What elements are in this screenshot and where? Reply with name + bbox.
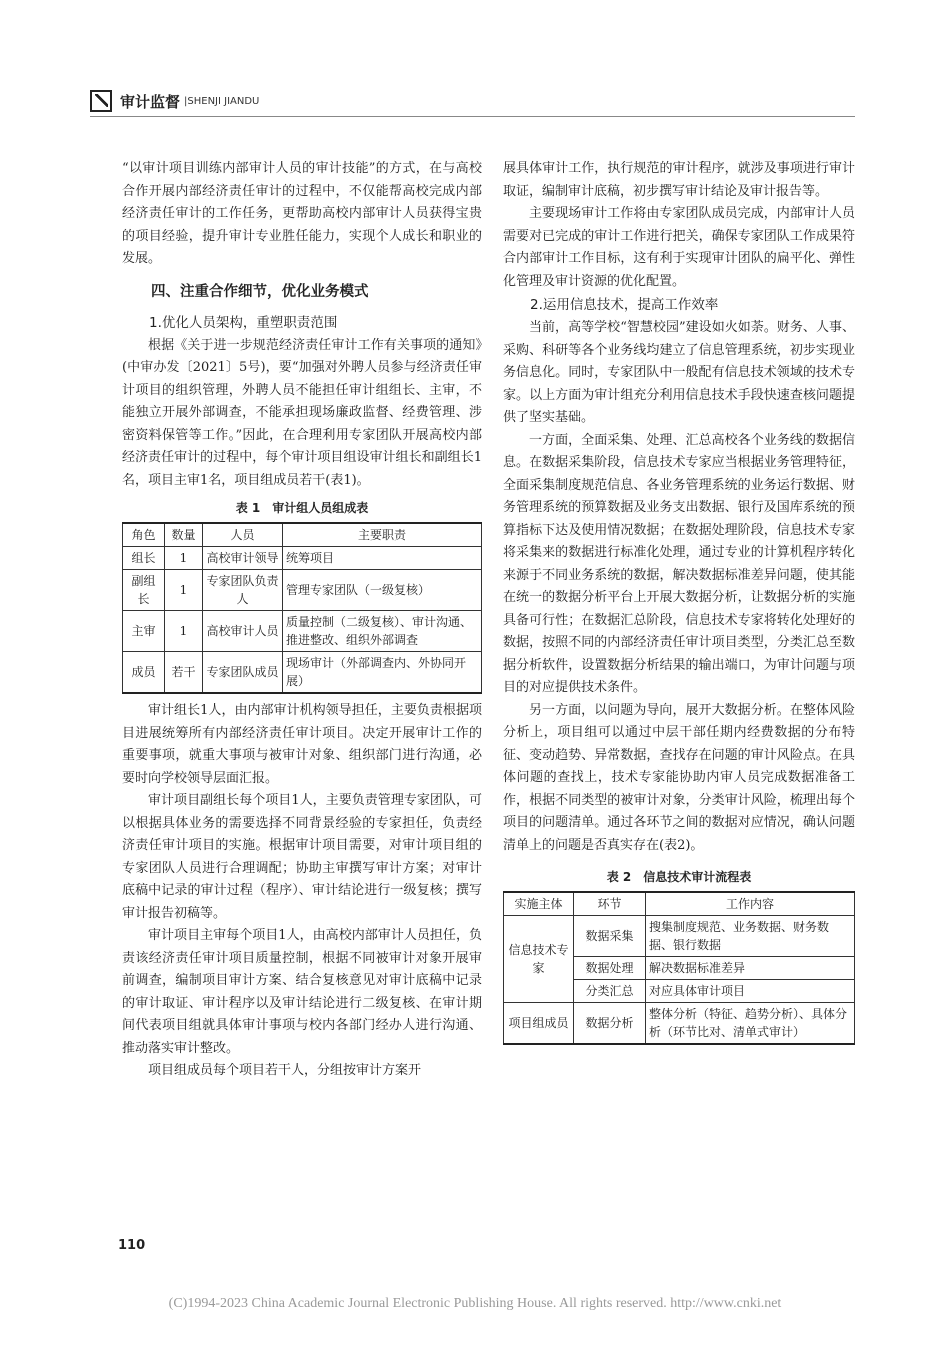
table-header: 人员 — [203, 523, 283, 547]
table-cell: 质量控制（二级复核）、审计沟通、推进整改、组织外部调查 — [283, 611, 482, 652]
paragraph: 审计项目主审每个项目1人，由高校内部审计人员担任，负责该经济责任审计项目质量控制，根据不同被审计对象开展审前调查，编制项目审计方案、结合复核意见对审计底稿中记录的审计取证、审计程序以及审计结论进行二级复核、在审计期间代表项目组就具体审计事项与校内各部门经办人进行沟通、推动落实审计整改。 — [122, 928, 482, 1056]
table-header: 主要职责 — [283, 523, 482, 547]
table-header: 工作内容 — [646, 892, 855, 916]
table-cell: 专家团队负责人 — [203, 570, 283, 611]
paragraph: “以审计项目训练内部审计人员的审计技能”的方式，在与高校合作开展内部经济责任审计的过程中，不仅能帮高校完成内部经济责任审计的工作任务，更帮助高校内部审计人员获得宝贵的项目经验，提升审计专业胜任能力，实现个人成长和职业的发展。 — [122, 161, 482, 266]
table-cell: 统筹项目 — [283, 547, 482, 570]
table-row — [504, 1003, 855, 1045]
paragraph: 另一方面，以问题为导向，展开大数据分析。在整体风险分析上，项目组可以通过中层干部任期内经费数据的分布特征、变动趋势、异常数据，查找存在问题的审计风险点。在具体问题的查找上，技术专家能协助内审人员完成数据准备工作，根据不同类型的被审计对象，分类审计风险，梳理出每个项目的问题清单。通过各环节之间的数据对应情况，确认问题清单上的问题是否真实存在(表2)。 — [503, 702, 855, 853]
table-cell: 分类汇总 — [574, 980, 646, 1003]
table-caption: 表 1 审计组人员组成表 — [235, 501, 369, 515]
table-cell: 高校审计人员 — [203, 611, 283, 652]
table-cell: 数据处理 — [574, 957, 646, 980]
page-number: 110 — [118, 1238, 146, 1253]
table-cell: 解决数据标准差异 — [646, 957, 855, 980]
table-cell: 成员 — [123, 652, 165, 694]
table-row — [123, 547, 482, 570]
paragraph: 当前，高等学校“智慧校园”建设如火如荼。财务、人事、采购、科研等各个业务线均建立了信息管理系统，初步实现业务信息化。同时，专家团队中一般配有信息技术领域的技术专家。以上方面为审计组充分利用信息技术手段快速查核问题提供了坚实基础。 — [503, 320, 855, 425]
header-rule — [90, 116, 855, 117]
subsection-heading: 2.运用信息技术，提高工作效率 — [530, 297, 719, 313]
paragraph: 项目组成员每个项目若干人，分组按审计方案开 — [148, 1063, 422, 1078]
paragraph: 展具体审计工作，执行规范的审计程序，就涉及事项进行审计取证，编制审计底稿，初步撰写审计结论及审计报告等。 — [503, 161, 855, 199]
paragraph: 一方面，全面采集、处理、汇总高校各个业务线的数据信息。在数据采集阶段，信息技术专家应当根据业务管理特征，全面采集制度规范信息、各业务管理系统的业务运行数据、财务管理系统的预算数据及业务支出数据、银行及国库系统的预算指标下达及使用情况数据；在数据处理阶段，信息技术专家将采集来的数据进行标准化处理，通过专业的计算机程序转化来源于不同业务系统的数据，解决数据标准差异问题，使其能在统一的数据分析平台上开展大数据分析，让数据分析的实施具备可行性；在数据汇总阶段，信息技术专家将转化处理好的数据，按照不同的内部经济责任审计项目类型，分类汇总至数据分析软件，设置数据分析结果的输出端口，为审计问题与项目的对应提供技术条件。 — [503, 432, 855, 695]
table-cell: 项目组成员 — [504, 1003, 574, 1045]
table-cell: 专家团队成员 — [203, 652, 283, 694]
paragraph: 根据《关于进一步规范经济责任审计工作有关事项的通知》(中审办发〔2021〕5号)，要“加强对外聘人员参与经济责任审计项目的组织管理，外聘人员不能担任审计组组长、主审，不能独立开展外部调查，不能承担现场廉政监督、经费管理、涉密资料保管等工作。”因此，在合理利用专家团队开展高校内部经济责任审计的过程中，每个审计项目组设审计组长和副组长1名，项目主审1名，项目组成员若干(表1)。 — [122, 337, 482, 488]
table-cell: 对应具体审计项目 — [646, 980, 855, 1003]
table-cell: 1 — [165, 570, 203, 611]
section-heading: 四、注重合作细节，优化业务模式 — [151, 283, 369, 300]
table-cell: 管理专家团队（一级复核） — [283, 570, 482, 611]
table-cell: 信息技术专家 — [504, 916, 574, 1003]
table-cell: 组长 — [123, 547, 165, 570]
table-row — [123, 652, 482, 694]
table-row — [123, 611, 482, 652]
paragraph: 审计组长1人，由内部审计机构领导担任，主要负责根据项目进展统筹所有内部经济责任审计项目。决定开展审计工作的重要事项，就重大事项与被审计对象、组织部门进行沟通，必要时向学校领导层面汇报。 — [122, 703, 482, 786]
table-cell: 数据分析 — [574, 1003, 646, 1045]
table-cell: 1 — [165, 547, 203, 570]
subsection-heading: 1.优化人员架构，重塑职责范围 — [149, 314, 338, 331]
journal-name-en: |SHENJI JIANDU — [184, 95, 260, 107]
table-cell: 现场审计（外部调查内、外协同开展） — [283, 652, 482, 694]
table-cell: 搜集制度规范、业务数据、财务数据、银行数据 — [646, 916, 855, 957]
right-column — [503, 158, 855, 1045]
left-column — [122, 158, 482, 1083]
table-cell: 若干 — [165, 652, 203, 694]
table-header: 数量 — [165, 523, 203, 547]
table-header: 角色 — [123, 523, 165, 547]
copyright-footer: (C)1994-2023 China Academic Journal Electronic Publishing House. All rights reserved. http://www.cnki.net — [168, 1296, 782, 1311]
staff-table — [122, 522, 482, 694]
table-header: 环节 — [574, 892, 646, 916]
table-cell: 主审 — [123, 611, 165, 652]
journal-name: 审计监督 — [120, 92, 181, 111]
table-cell: 副组长 — [123, 570, 165, 611]
paragraph: 主要现场审计工作将由专家团队成员完成，内部审计人员需要对已完成的审计工作进行把关，确保专家团队工作成果符合内部审计工作目标，这有利于实现审计团队的扁平化、弹性化管理及审计资源的优化配置。 — [503, 206, 855, 289]
table-caption: 表 2 信息技术审计流程表 — [606, 870, 752, 884]
table-cell: 数据采集 — [574, 916, 646, 957]
table-header: 实施主体 — [504, 892, 574, 916]
journal-header — [90, 88, 259, 114]
it-audit-table — [503, 891, 855, 1045]
table-row — [504, 916, 855, 957]
journal-logo-icon — [90, 90, 112, 112]
table-cell: 1 — [165, 611, 203, 652]
table-cell: 整体分析（特征、趋势分析）、具体分析（环节比对、清单式审计） — [646, 1003, 855, 1045]
table-cell: 高校审计领导 — [203, 547, 283, 570]
paragraph: 审计项目副组长每个项目1人，主要负责管理专家团队，可以根据具体业务的需要选择不同背景经验的专家担任，负责经济责任审计项目的实施。根据审计项目需要，对审计项目组的专家团队人员进行合理调配；协助主审撰写审计方案；对审计底稿中记录的审计过程（程序）、审计结论进行一级复核；撰写审计报告初稿等。 — [122, 793, 482, 921]
table-row — [123, 570, 482, 611]
